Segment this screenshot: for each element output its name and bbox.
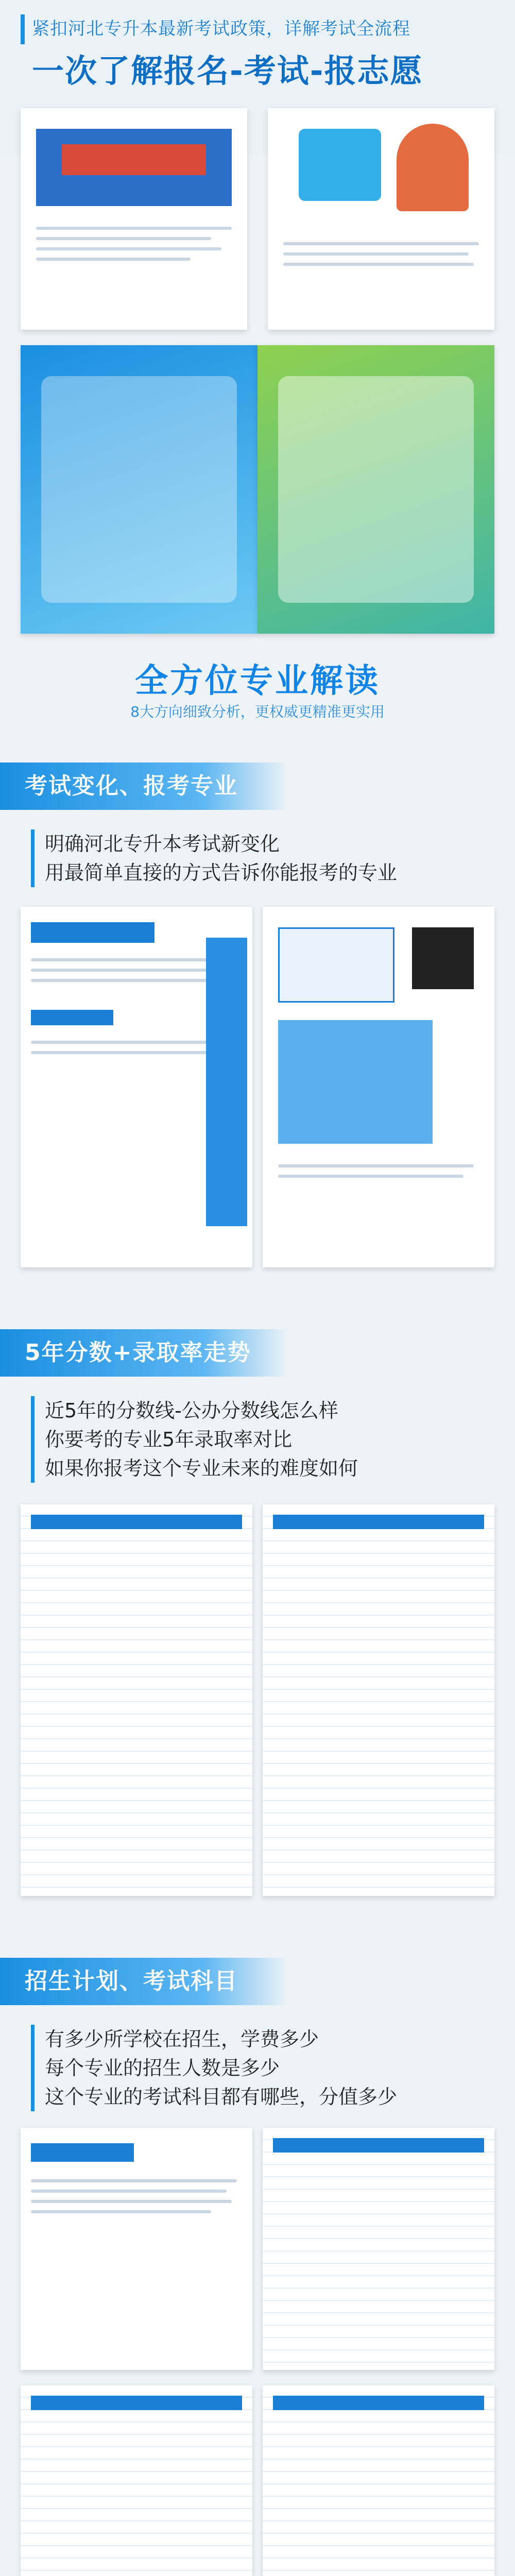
preview-page-image <box>21 907 252 1267</box>
preview-page-image <box>21 2385 252 2576</box>
book-preview-collage <box>21 108 494 634</box>
section-line: 近5年的分数线-公办分数线怎么样 <box>45 1399 338 1422</box>
section-line: 用最简单直接的方式告诉你能报考的专业 <box>45 861 398 884</box>
preview-page-image <box>263 1504 494 1896</box>
header-accent-bar <box>21 14 25 44</box>
header-subtitle: 紧扣河北专升本最新考试政策，详解考试全流程 <box>32 19 410 39</box>
intro-subtitle: 8大方向细致分析，更权威更精准更实用 <box>130 703 385 720</box>
preview-page-image <box>21 1504 252 1896</box>
section-line: 如果你报考这个专业未来的难度如何 <box>45 1457 358 1480</box>
preview-page-image <box>263 907 494 1267</box>
preview-page-image <box>21 108 247 330</box>
section-label: 5年分数+录取率走势 <box>25 1340 251 1366</box>
section-line: 你要考的专业5年录取率对比 <box>45 1428 293 1451</box>
section-label: 考试变化、报考专业 <box>25 773 238 799</box>
intro-title: 全方位专业解读 <box>135 662 380 700</box>
preview-page-image <box>268 108 494 330</box>
section-preview <box>21 2128 494 2576</box>
section-line: 这个专业的考试科目都有哪些，分值多少 <box>45 2086 398 2108</box>
preview-page-image <box>21 345 258 634</box>
preview-page-image <box>21 2128 252 2370</box>
section-banner <box>0 1329 288 1377</box>
section-text <box>31 2025 498 2111</box>
section-preview <box>21 1504 494 1896</box>
preview-page-image <box>258 345 494 634</box>
header-title: 一次了解报名-考试-报志愿 <box>32 52 423 90</box>
section-label: 招生计划、考试科目 <box>25 1968 238 1994</box>
preview-page-image <box>263 2128 494 2370</box>
section-banner <box>0 762 288 810</box>
section-banner <box>0 1958 288 2005</box>
section-text <box>31 829 498 887</box>
section-text <box>31 1396 498 1483</box>
section-line: 每个专业的招生人数是多少 <box>45 2057 280 2079</box>
section-line: 有多少所学校在招生，学费多少 <box>45 2028 319 2050</box>
preview-page-image <box>263 2385 494 2576</box>
section-preview <box>21 907 494 1267</box>
section-line: 明确河北专升本考试新变化 <box>45 833 280 855</box>
